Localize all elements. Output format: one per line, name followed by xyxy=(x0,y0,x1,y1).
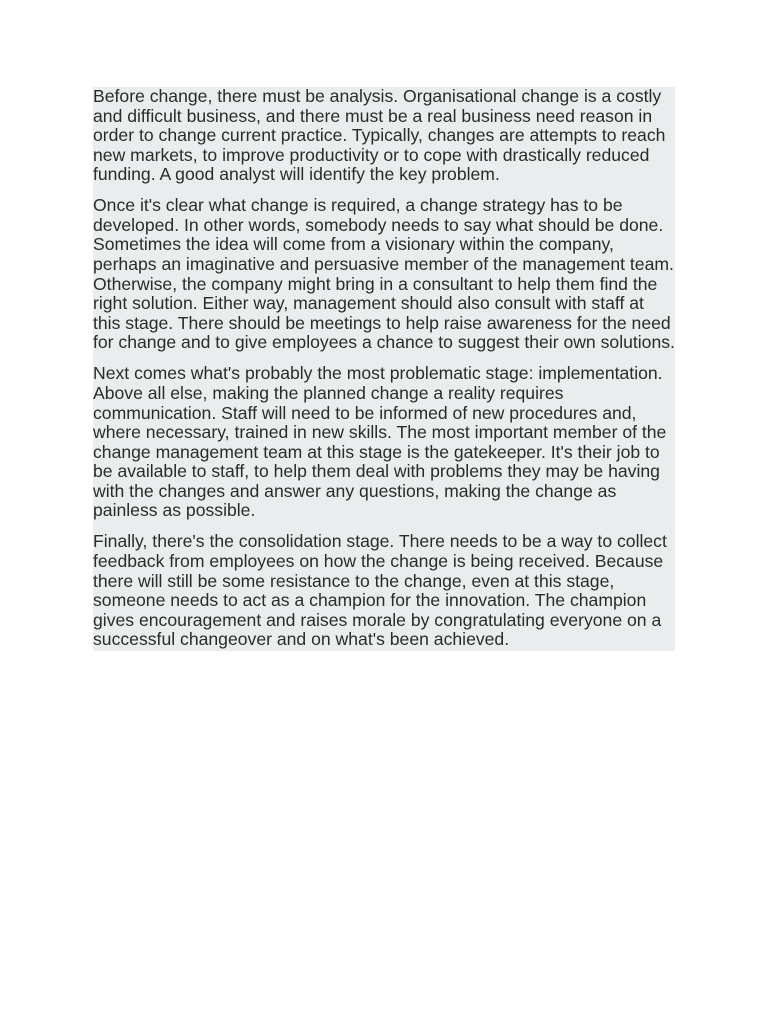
paragraph-strategy: Once it's clear what change is required, a change strategy has to be developed. In other words, somebody needs to say what should be done. Sometimes the idea will come from a visionary within the company, perhaps an imaginative and persuasive member of the management team. Otherwise, the company might bring in a consultant to help them find the right solution. Either way, management should also consult with staff at this stage. There should be meetings to help raise awareness for the need for change and to give employees a chance to suggest their own solutions. xyxy=(93,195,675,353)
paragraph-consolidation: Finally, there's the consolidation stage. There needs to be a way to collect feedback from employees on how the change is being received. Because there will still be some resistance to the change, even at this stage, someone needs to act as a champion for the innovation. The champion gives encouragement and raises morale by congratulating everyone on a successful changeover and on what's been achieved. xyxy=(93,531,667,650)
paragraph-implementation: Next comes what's probably the most problematic stage: implementation. Above all else, making the planned change a reality requires communication. Staff will need to be informed of new procedures and, where necessary, trained in new skills. The most important member of the change management team at this stage is the gatekeeper. It's their job to be available to staff, to help them deal with problems they may be having with the changes and answer any questions, making the change as painless as possible. xyxy=(93,363,667,521)
paragraph-analysis: Before change, there must be analysis. Organisational change is a costly and difficult business, and there must be a real business need reason in order to change current practice. Typically, changes are attempts to reach new markets, to improve productivity or to cope with drastically reduced funding. A good analyst will identify the key problem. xyxy=(93,86,666,185)
text-block xyxy=(93,87,675,651)
